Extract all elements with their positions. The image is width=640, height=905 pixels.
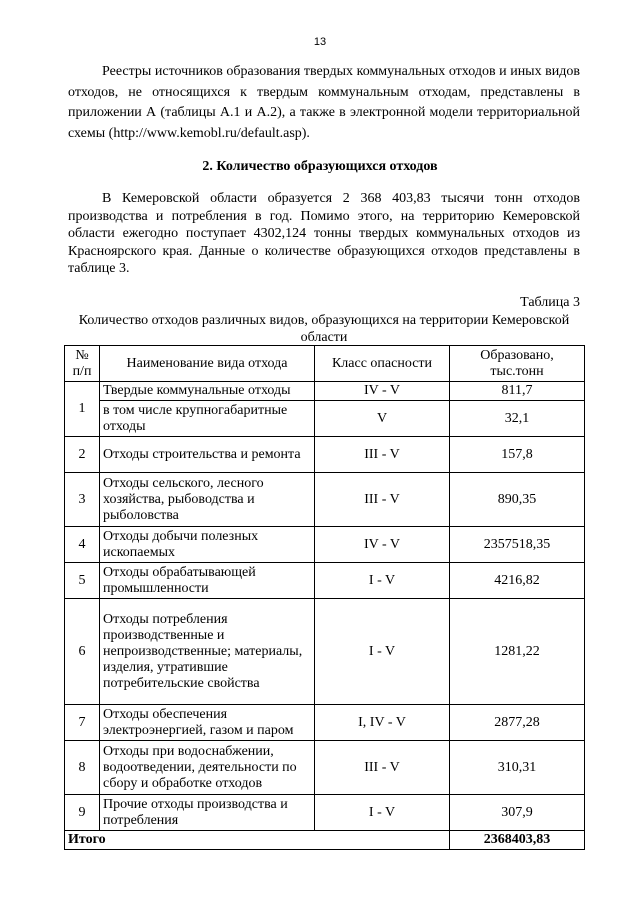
row-name: Отходы обеспечения электроэнергией, газом и паром bbox=[100, 705, 315, 741]
table-row bbox=[65, 705, 585, 741]
row-class: I - V bbox=[315, 563, 450, 599]
row-num: 8 bbox=[65, 741, 100, 795]
row-num: 1 bbox=[65, 382, 100, 437]
row-num: 6 bbox=[65, 599, 100, 705]
table-row bbox=[65, 401, 585, 437]
row-name: в том числе крупногабаритные отходы bbox=[100, 401, 315, 437]
row-amount: 890,35 bbox=[450, 473, 585, 527]
row-name: Прочие отходы производства и потребления bbox=[100, 795, 315, 831]
row-num: 5 bbox=[65, 563, 100, 599]
row-class: III - V bbox=[315, 741, 450, 795]
row-name: Твердые коммунальные отходы bbox=[100, 382, 315, 401]
row-num: 2 bbox=[65, 437, 100, 473]
total-amount: 2368403,83 bbox=[450, 831, 585, 850]
row-name: Отходы строительства и ремонта bbox=[100, 437, 315, 473]
table-header-row bbox=[65, 346, 585, 382]
table-row bbox=[65, 473, 585, 527]
row-amount: 2877,28 bbox=[450, 705, 585, 741]
table-row bbox=[65, 382, 585, 401]
row-amount: 307,9 bbox=[450, 795, 585, 831]
table-total-row bbox=[65, 831, 585, 850]
header-amount: Образовано, тыс.тонн bbox=[450, 346, 585, 382]
row-amount: 32,1 bbox=[450, 401, 585, 437]
waste-table bbox=[64, 345, 585, 850]
row-amount: 2357518,35 bbox=[450, 527, 585, 563]
table-row bbox=[65, 437, 585, 473]
row-name: Отходы обрабатывающей промышленности bbox=[100, 563, 315, 599]
row-name: Отходы сельского, лесного хозяйства, рыбоводства и рыболовства bbox=[100, 473, 315, 527]
row-num: 3 bbox=[65, 473, 100, 527]
header-class: Класс опасности bbox=[315, 346, 450, 382]
table-row bbox=[65, 563, 585, 599]
header-num: № п/п bbox=[65, 346, 100, 382]
row-class: III - V bbox=[315, 473, 450, 527]
row-class: III - V bbox=[315, 437, 450, 473]
row-name: Отходы потребления производственные и непроизводственные; материалы, изделия, утратившие потребительские свойства bbox=[100, 599, 315, 705]
row-amount: 157,8 bbox=[450, 437, 585, 473]
row-amount: 4216,82 bbox=[450, 563, 585, 599]
row-class: I - V bbox=[315, 795, 450, 831]
row-class: IV - V bbox=[315, 382, 450, 401]
page-number: 13 bbox=[313, 36, 327, 48]
row-name: Отходы при водоснабжении, водоотведении, деятельности по сбору и обработке отходов bbox=[100, 741, 315, 795]
table-row bbox=[65, 741, 585, 795]
total-label: Итого bbox=[65, 831, 450, 850]
row-num: 7 bbox=[65, 705, 100, 741]
paragraph-waste-amount: В Кемеровской области образуется 2 368 403,83 тысячи тонн отходов производства и потребления в год. Помимо этого, на территорию Кемеровской области ежегодно поступает 4302,124 тонны твердых коммунальных отходов из Красноярского края. Данные о количестве образующихся отходов представлены в таблице 3. bbox=[68, 191, 580, 276]
table-label: Таблица 3 bbox=[520, 295, 580, 310]
table-row bbox=[65, 599, 585, 705]
row-amount: 1281,22 bbox=[450, 599, 585, 705]
row-amount: 811,7 bbox=[450, 382, 585, 401]
table-row bbox=[65, 527, 585, 563]
table-title: Количество отходов различных видов, образующихся на территории Кемеровской области bbox=[78, 313, 570, 345]
row-num: 9 bbox=[65, 795, 100, 831]
row-class: I - V bbox=[315, 599, 450, 705]
row-name: Отходы добычи полезных ископаемых bbox=[100, 527, 315, 563]
row-num: 4 bbox=[65, 527, 100, 563]
row-class: IV - V bbox=[315, 527, 450, 563]
section-heading: 2. Количество образующихся отходов bbox=[202, 159, 438, 174]
header-name: Наименование вида отхода bbox=[100, 346, 315, 382]
paragraph-registries: Реестры источников образования твердых коммунальных отходов и иных видов отходов, не относящихся к твердым коммунальным отходам, представлены в приложении А (таблицы А.1 и А.2), а также в электронной модели территориальной схемы (http://www.kemobl.ru/default.asp). bbox=[68, 64, 580, 141]
row-class: I, IV - V bbox=[315, 705, 450, 741]
row-amount: 310,31 bbox=[450, 741, 585, 795]
table-row bbox=[65, 795, 585, 831]
row-class: V bbox=[315, 401, 450, 437]
